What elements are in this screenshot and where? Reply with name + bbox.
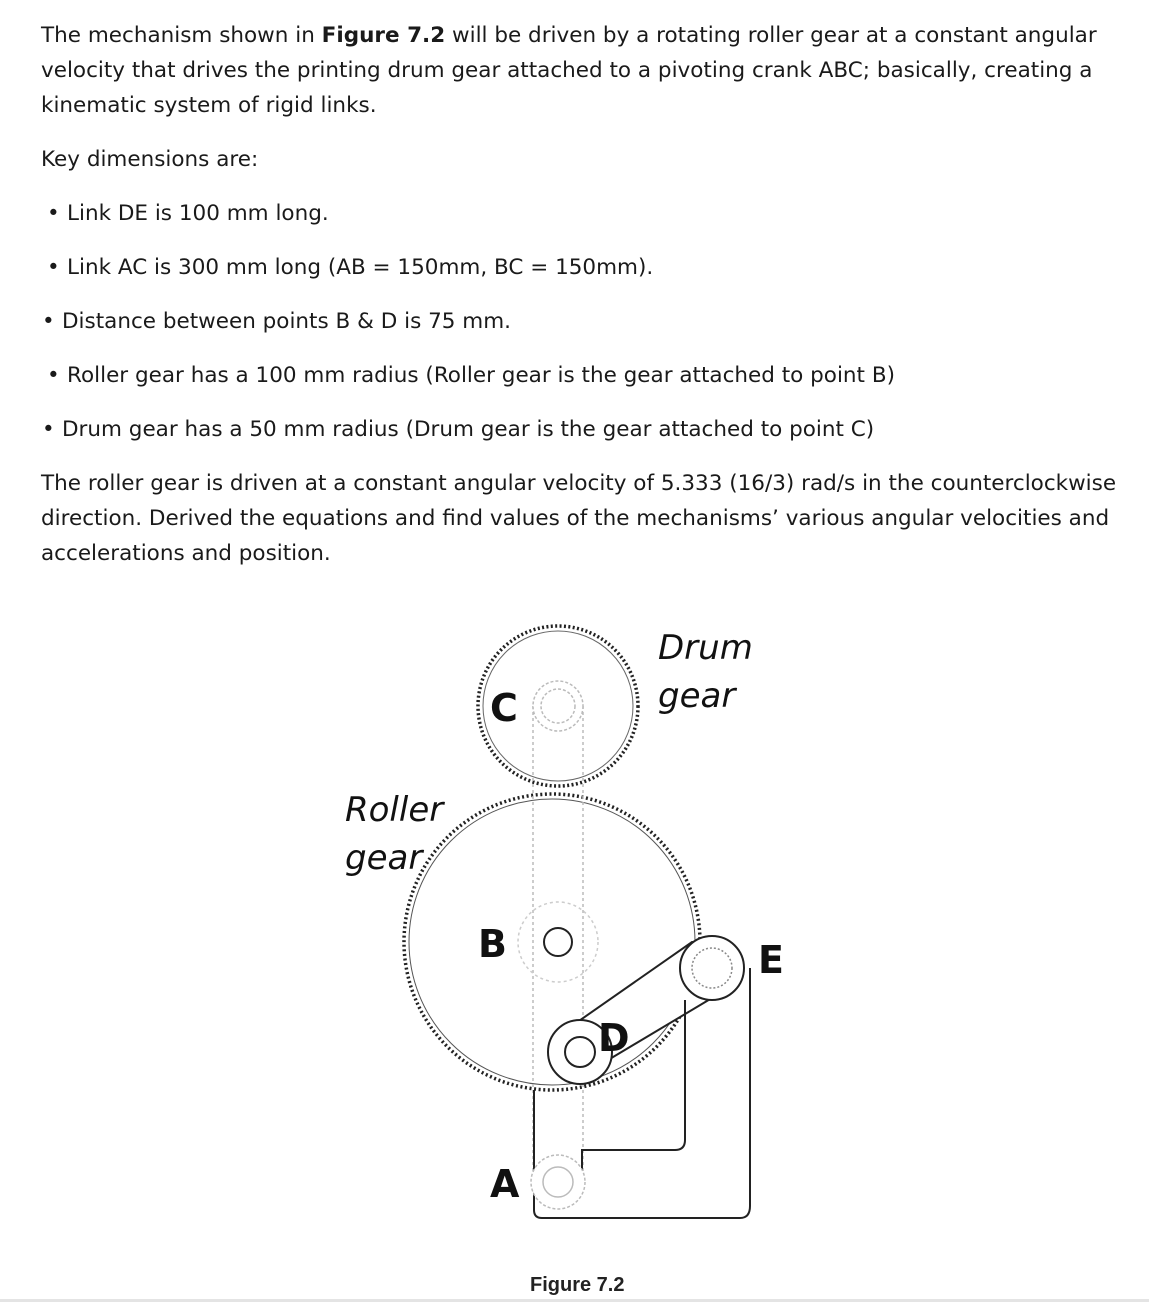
bullet-dot: • [42,309,55,334]
link-abc [518,681,598,1180]
bullet-dot: • [47,363,60,388]
bullet-dot: • [47,201,60,226]
point-c-label: C [490,686,518,730]
bullet-dot: • [47,255,60,280]
figure-caption: Figure 7.2 [530,1274,625,1296]
roller-label-line1: Roller [345,790,444,830]
bullet-item [42,412,874,447]
drum-label-line2: gear [658,676,736,716]
roller-label-line2: gear [345,838,423,878]
bullet-text: Distance between points B & D is 75 mm. [62,309,512,334]
point-a-label: A [490,1162,520,1206]
bullet-text: Drum gear has a 50 mm radius (Drum gear is the gear attached to point C) [62,417,875,442]
drum-label-line1: Drum [658,628,753,668]
bullet-item [47,196,329,231]
bullet-item [47,358,895,393]
key-dimensions-heading: Key dimensions are: [41,147,259,172]
intro-text-pre: The mechanism shown in [41,23,322,48]
point-b-label: B [478,922,507,966]
figure-reference: Figure 7.2 [321,23,446,48]
intro-paragraph [41,18,1121,123]
bullet-text: Roller gear has a 100 mm radius (Roller gear is the gear attached to point B) [67,363,895,388]
problem-paragraph: The roller gear is driven at a constant angular velocity of 5.333 (16/3) rad/s in the counterclockwise direction. Derived the equations and find values of the mechanisms’ various angular velocities and accelerations and position. [41,471,1117,566]
mechanism-figure [330,590,800,1240]
bullet-dot: • [42,417,55,442]
bullet-text: Link DE is 100 mm long. [67,201,329,226]
link-de [548,936,744,1084]
point-d-label: D [598,1016,630,1060]
point-e-label: E [758,938,784,982]
bullet-text: Link AC is 300 mm long (AB = 150mm, BC = 150mm). [67,255,654,280]
bullet-item [42,304,511,339]
pivot-a [531,1155,585,1209]
bullet-item [47,250,653,285]
intro-text-post: will be driven by a rotating roller gear at a constant angular velocity that drives the printing drum gear attached to a pivoting crank ABC; basically, creating a kinematic system of rigid links. [41,23,1097,118]
